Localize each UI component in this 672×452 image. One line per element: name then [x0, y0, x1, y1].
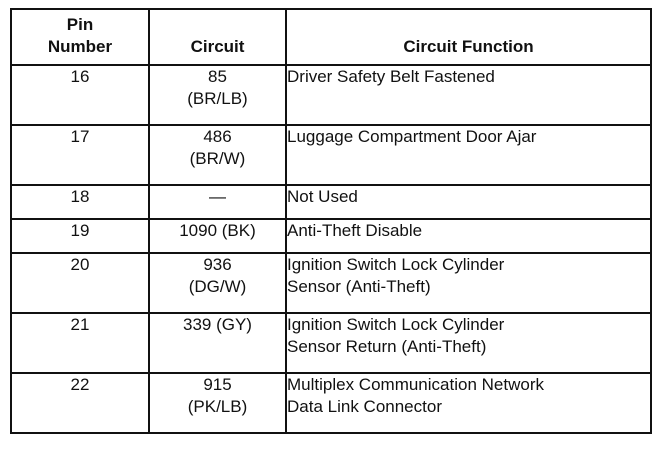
table-row: [11, 185, 651, 219]
header-circuit-label: Circuit: [190, 37, 245, 56]
function-text-line2: Sensor Return (Anti-Theft): [287, 337, 487, 356]
circuit-number: 936: [203, 255, 232, 274]
header-pin-number: [11, 9, 149, 65]
pin-cell: 19: [11, 219, 149, 253]
header-circuit: [149, 9, 286, 65]
pin-circuit-table: [10, 8, 652, 434]
table-row: [11, 125, 651, 185]
pin-cell: 22: [11, 373, 149, 433]
circuit-color: (BR/LB): [187, 89, 248, 108]
header-circuit-function-label: Circuit Function: [403, 37, 534, 56]
circuit-number: 339 (GY): [183, 315, 252, 334]
circuit-cell: [149, 219, 286, 253]
circuit-number: —: [209, 187, 226, 206]
circuit-cell: [149, 313, 286, 373]
pin-cell: 17: [11, 125, 149, 185]
header-pin-number-line1: Pin: [66, 15, 94, 34]
pin-cell: 21: [11, 313, 149, 373]
function-text: Ignition Switch Lock Cylinder: [287, 255, 505, 274]
circuit-cell: [149, 125, 286, 185]
table-row: [11, 373, 651, 433]
function-cell: [286, 219, 651, 253]
function-text: Not Used: [287, 187, 358, 206]
circuit-number: 1090 (BK): [179, 221, 256, 240]
circuit-cell: [149, 185, 286, 219]
circuit-color: (DG/W): [188, 277, 247, 296]
function-text: Driver Safety Belt Fastened: [287, 67, 495, 86]
function-cell: [286, 125, 651, 185]
circuit-number: 486: [203, 127, 232, 146]
function-cell: [286, 313, 651, 373]
function-cell: [286, 185, 651, 219]
circuit-color: (BR/W): [189, 149, 246, 168]
function-cell: [286, 253, 651, 313]
function-cell: [286, 65, 651, 125]
circuit-number: 85: [208, 67, 227, 86]
circuit-color: (PK/LB): [187, 397, 248, 416]
pin-cell: 16: [11, 65, 149, 125]
function-text: Luggage Compartment Door Ajar: [287, 127, 537, 146]
function-text: Multiplex Communication Network: [287, 375, 544, 394]
function-text: Anti-Theft Disable: [287, 221, 423, 240]
header-pin-number-line2: Number: [47, 37, 113, 56]
circuit-cell: [149, 65, 286, 125]
table-row: [11, 253, 651, 313]
circuit-cell: [149, 253, 286, 313]
function-text-line2: Data Link Connector: [287, 397, 442, 416]
pin-cell: 18: [11, 185, 149, 219]
table-row: [11, 65, 651, 125]
header-circuit-function: [286, 9, 651, 65]
circuit-number: 915: [203, 375, 232, 394]
function-text: Ignition Switch Lock Cylinder: [287, 315, 505, 334]
pin-cell: 20: [11, 253, 149, 313]
table-row: [11, 313, 651, 373]
function-text-line2: Sensor (Anti-Theft): [287, 277, 431, 296]
table-row: [11, 219, 651, 253]
circuit-cell: [149, 373, 286, 433]
header-row: [11, 9, 651, 65]
function-cell: [286, 373, 651, 433]
